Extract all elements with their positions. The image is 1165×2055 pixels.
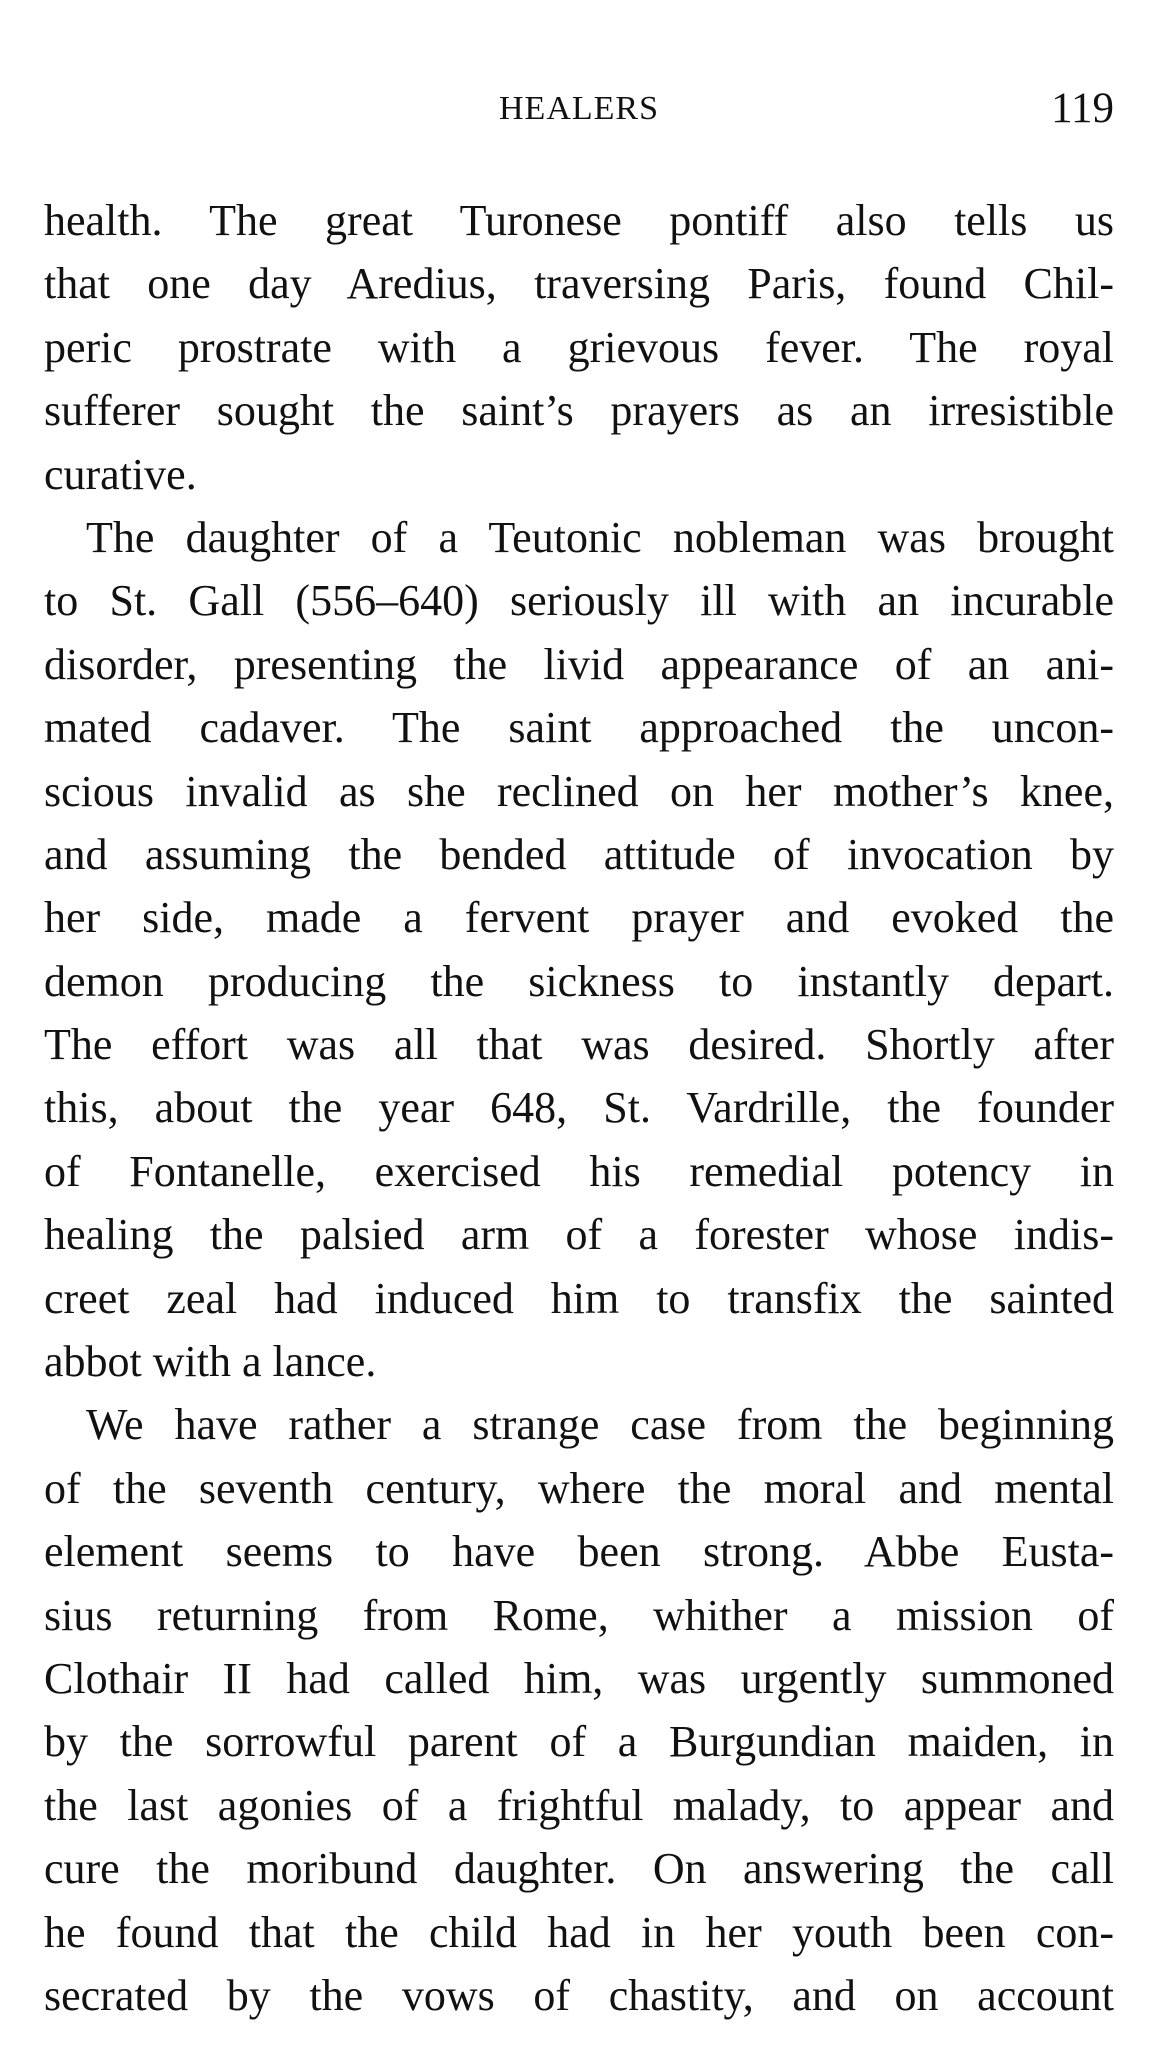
text-line: disorder, presenting the livid appearance of an ani- bbox=[44, 639, 1114, 689]
book-page bbox=[44, 0, 1114, 2055]
text-line: demon producing the sickness to instantly depart. bbox=[44, 956, 1114, 1006]
text-line: Clothair II had called him, was urgently summoned bbox=[44, 1653, 1114, 1703]
text-line: mated cadaver. The saint approached the uncon- bbox=[44, 703, 1114, 753]
text-line: this, about the year 648, St. Vardrille, the founder bbox=[44, 1083, 1114, 1133]
paragraph-first-line: We have rather a strange case from the beginning bbox=[86, 1400, 1114, 1450]
text-line: the last agonies of a frightful malady, to appear and bbox=[44, 1780, 1114, 1830]
text-line: he found that the child had in her youth been con- bbox=[44, 1907, 1114, 1957]
text-line: The effort was all that was desired. Shortly after bbox=[44, 1020, 1114, 1070]
page-number: 119 bbox=[1051, 85, 1114, 132]
running-title: HEALERS bbox=[499, 90, 659, 127]
text-line: by the sorrowful parent of a Burgundian maiden, in bbox=[44, 1717, 1114, 1767]
text-line: peric prostrate with a grievous fever. The royal bbox=[44, 322, 1114, 372]
text-line: to St. Gall (556–640) seriously ill with an incurable bbox=[44, 576, 1114, 626]
running-head bbox=[44, 84, 1114, 140]
text-line: element seems to have been strong. Abbe Eusta- bbox=[44, 1527, 1114, 1577]
text-line: sius returning from Rome, whither a mission of bbox=[44, 1590, 1114, 1640]
text-line: her side, made a fervent prayer and evoked the bbox=[44, 893, 1114, 943]
text-line: of the seventh century, where the moral and mental bbox=[44, 1463, 1114, 1513]
text-line: secrated by the vows of chastity, and on account bbox=[44, 1970, 1114, 2020]
text-line: health. The great Turonese pontiff also tells us bbox=[44, 196, 1114, 245]
text-line: sufferer sought the saint’s prayers as an irresistible bbox=[44, 386, 1114, 436]
text-line: cure the moribund daughter. On answering the call bbox=[44, 1844, 1114, 1894]
body-text bbox=[44, 189, 1114, 2027]
text-line: of Fontanelle, exercised his remedial potency in bbox=[44, 1146, 1114, 1196]
text-line: and assuming the bended attitude of invocation by bbox=[44, 829, 1114, 879]
text-line: abbot with a lance. bbox=[44, 1337, 377, 1387]
text-line: healing the palsied arm of a forester whose indis- bbox=[44, 1210, 1114, 1260]
paragraph-first-line: The daughter of a Teutonic nobleman was brought bbox=[86, 512, 1114, 562]
text-line: creet zeal had induced him to transfix the sainted bbox=[44, 1273, 1114, 1323]
text-line: curative. bbox=[44, 449, 197, 499]
text-line: scious invalid as she reclined on her mother’s knee, bbox=[44, 766, 1114, 816]
text-line: that one day Aredius, traversing Paris, found Chil- bbox=[44, 259, 1114, 309]
